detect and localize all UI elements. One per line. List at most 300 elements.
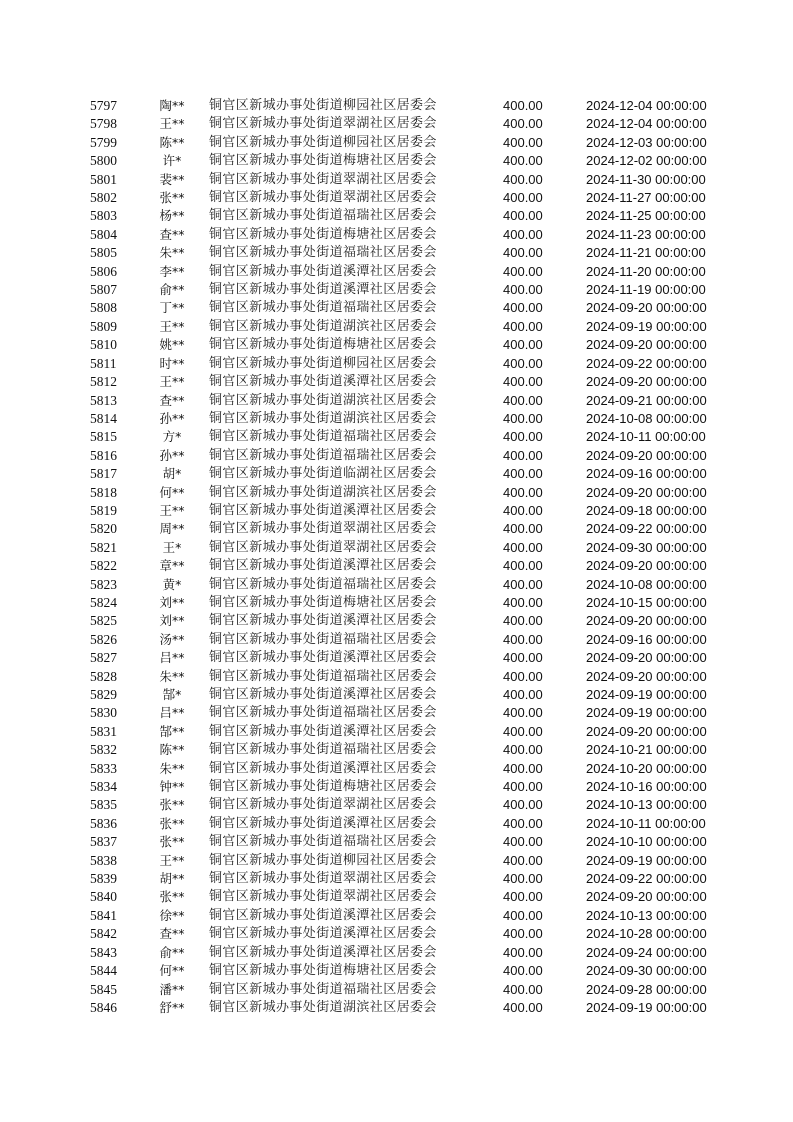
table-row (0, 410, 793, 428)
community-committee: 铜官区新城办事处街道福瑞社区居委会 (209, 631, 437, 647)
row-number: 5822 (90, 558, 117, 574)
community-committee: 铜官区新城办事处街道福瑞社区居委会 (209, 300, 437, 316)
amount: 400.00 (503, 576, 543, 592)
row-number: 5829 (90, 687, 117, 702)
amount: 400.00 (503, 815, 543, 831)
date-time: 2024-12-04 00:00:00 (586, 98, 707, 113)
person-name: 何** (159, 484, 185, 500)
row-number: 5823 (90, 576, 117, 592)
community-committee: 铜官区新城办事处街道翠湖社区居委会 (209, 889, 437, 905)
table-row (0, 392, 793, 410)
row-number: 5826 (90, 631, 117, 647)
table-row (0, 226, 793, 244)
person-name: 时** (159, 355, 185, 371)
table-row (0, 244, 793, 262)
row-number: 5807 (90, 282, 117, 298)
community-committee: 铜官区新城办事处街道柳园社区居委会 (209, 355, 437, 371)
amount: 400.00 (503, 190, 543, 206)
person-name: 陈** (159, 134, 185, 150)
amount: 400.00 (503, 760, 543, 776)
date-time: 2024-11-19 00:00:00 (586, 282, 706, 298)
person-name: 吕** (159, 650, 185, 666)
row-number: 5801 (90, 171, 117, 187)
person-name: 汤** (159, 631, 185, 647)
amount: 400.00 (503, 466, 543, 482)
table-row (0, 649, 793, 667)
row-number: 5804 (90, 226, 117, 242)
records-table (0, 97, 793, 1017)
person-name: 俞** (159, 944, 185, 960)
community-committee: 铜官区新城办事处街道福瑞社区居委会 (209, 576, 437, 592)
amount: 400.00 (503, 871, 543, 887)
table-row (0, 686, 793, 704)
community-committee: 铜官区新城办事处街道溪潭社区居委会 (209, 723, 437, 739)
amount: 400.00 (503, 300, 543, 316)
table-row (0, 907, 793, 925)
amount: 400.00 (503, 668, 543, 684)
amount: 400.00 (503, 834, 543, 850)
community-committee: 铜官区新城办事处街道梅塘社区居委会 (209, 594, 437, 610)
person-name: 陶** (159, 98, 185, 113)
community-committee: 铜官区新城办事处街道梅塘社区居委会 (209, 337, 437, 353)
amount: 400.00 (503, 981, 543, 997)
person-name: 方* (162, 429, 182, 445)
amount: 400.00 (503, 153, 543, 169)
community-committee: 铜官区新城办事处街道翠湖社区居委会 (209, 797, 437, 813)
date-time: 2024-09-20 00:00:00 (586, 337, 707, 353)
date-time: 2024-09-19 00:00:00 (586, 852, 707, 868)
amount: 400.00 (503, 705, 543, 721)
date-time: 2024-09-20 00:00:00 (586, 723, 707, 739)
table-row (0, 796, 793, 814)
row-number: 5810 (90, 337, 117, 353)
amount: 400.00 (503, 742, 543, 758)
date-time: 2024-09-19 00:00:00 (586, 705, 707, 721)
date-time: 2024-10-10 00:00:00 (586, 834, 707, 850)
amount: 400.00 (503, 999, 543, 1015)
community-committee: 铜官区新城办事处街道湖滨社区居委会 (209, 484, 437, 500)
table-row (0, 944, 793, 962)
amount: 400.00 (503, 502, 543, 518)
date-time: 2024-10-21 00:00:00 (586, 742, 707, 758)
date-time: 2024-09-19 00:00:00 (586, 687, 707, 702)
community-committee: 铜官区新城办事处街道溪潭社区居委会 (209, 926, 437, 942)
person-name: 周** (159, 521, 185, 537)
community-committee: 铜官区新城办事处街道湖滨社区居委会 (209, 318, 437, 334)
table-row (0, 815, 793, 833)
table-row (0, 447, 793, 465)
person-name: 胡* (162, 466, 182, 482)
date-time: 2024-09-20 00:00:00 (586, 650, 707, 666)
table-row (0, 852, 793, 870)
amount: 400.00 (503, 779, 543, 795)
date-time: 2024-10-11 00:00:00 (586, 815, 706, 831)
community-committee: 铜官区新城办事处街道溪潭社区居委会 (209, 282, 437, 298)
amount: 400.00 (503, 558, 543, 574)
amount: 400.00 (503, 171, 543, 187)
date-time: 2024-11-30 00:00:00 (586, 171, 706, 187)
amount: 400.00 (503, 594, 543, 610)
community-committee: 铜官区新城办事处街道溪潭社区居委会 (209, 815, 437, 831)
date-time: 2024-09-20 00:00:00 (586, 300, 707, 316)
amount: 400.00 (503, 208, 543, 224)
table-row (0, 631, 793, 649)
row-number: 5819 (90, 502, 117, 518)
amount: 400.00 (503, 355, 543, 371)
amount: 400.00 (503, 134, 543, 150)
table-row (0, 115, 793, 133)
table-row (0, 778, 793, 796)
row-number: 5813 (90, 392, 117, 408)
date-time: 2024-09-22 00:00:00 (586, 871, 707, 887)
row-number: 5844 (90, 963, 117, 979)
amount: 400.00 (503, 429, 543, 445)
community-committee: 铜官区新城办事处街道梅塘社区居委会 (209, 779, 437, 795)
amount: 400.00 (503, 539, 543, 555)
row-number: 5846 (90, 999, 117, 1015)
community-committee: 铜官区新城办事处街道溪潭社区居委会 (209, 944, 437, 960)
row-number: 5806 (90, 263, 117, 279)
person-name: 孙** (159, 410, 185, 426)
table-row (0, 171, 793, 189)
community-committee: 铜官区新城办事处街道溪潭社区居委会 (209, 760, 437, 776)
person-name: 钟** (159, 779, 185, 795)
person-name: 王** (159, 318, 185, 334)
table-row (0, 189, 793, 207)
person-name: 孙** (159, 447, 185, 463)
row-number: 5812 (90, 374, 117, 390)
date-time: 2024-09-30 00:00:00 (586, 963, 707, 979)
row-number: 5831 (90, 723, 117, 739)
row-number: 5834 (90, 779, 117, 795)
date-time: 2024-09-28 00:00:00 (586, 981, 707, 997)
row-number: 5814 (90, 410, 117, 426)
community-committee: 铜官区新城办事处街道翠湖社区居委会 (209, 521, 437, 537)
row-number: 5827 (90, 650, 117, 666)
amount: 400.00 (503, 613, 543, 629)
table-row (0, 336, 793, 354)
date-time: 2024-09-30 00:00:00 (586, 539, 707, 555)
community-committee: 铜官区新城办事处街道溪潭社区居委会 (209, 263, 437, 279)
row-number: 5798 (90, 116, 117, 132)
amount: 400.00 (503, 687, 543, 702)
date-time: 2024-09-16 00:00:00 (586, 466, 707, 482)
row-number: 5845 (90, 981, 117, 997)
person-name: 俞** (159, 282, 185, 298)
row-number: 5824 (90, 594, 117, 610)
person-name: 黄* (162, 576, 182, 592)
table-row (0, 870, 793, 888)
row-number: 5838 (90, 852, 117, 868)
amount: 400.00 (503, 631, 543, 647)
community-committee: 铜官区新城办事处街道柳园社区居委会 (209, 852, 437, 868)
date-time: 2024-09-20 00:00:00 (586, 889, 707, 905)
community-committee: 铜官区新城办事处街道梅塘社区居委会 (209, 153, 437, 169)
person-name: 王** (159, 852, 185, 868)
person-name: 徐** (159, 907, 185, 923)
community-committee: 铜官区新城办事处街道柳园社区居委会 (209, 134, 437, 150)
person-name: 李** (159, 263, 185, 279)
row-number: 5800 (90, 153, 117, 169)
row-number: 5825 (90, 613, 117, 629)
community-committee: 铜官区新城办事处街道翠湖社区居委会 (209, 539, 437, 555)
amount: 400.00 (503, 447, 543, 463)
row-number: 5809 (90, 318, 117, 334)
row-number: 5842 (90, 926, 117, 942)
table-row (0, 373, 793, 391)
amount: 400.00 (503, 484, 543, 500)
person-name: 刘** (159, 613, 185, 629)
row-number: 5833 (90, 760, 117, 776)
person-name: 王** (159, 116, 185, 132)
table-row (0, 594, 793, 612)
row-number: 5816 (90, 447, 117, 463)
amount: 400.00 (503, 318, 543, 334)
row-number: 5820 (90, 521, 117, 537)
table-row (0, 612, 793, 630)
community-committee: 铜官区新城办事处街道福瑞社区居委会 (209, 245, 437, 261)
table-row (0, 281, 793, 299)
amount: 400.00 (503, 98, 543, 113)
amount: 400.00 (503, 410, 543, 426)
table-row (0, 999, 793, 1017)
row-number: 5839 (90, 871, 117, 887)
amount: 400.00 (503, 116, 543, 132)
table-row (0, 428, 793, 446)
table-row (0, 484, 793, 502)
date-time: 2024-12-04 00:00:00 (586, 116, 707, 132)
community-committee: 铜官区新城办事处街道翠湖社区居委会 (209, 116, 437, 132)
table-row (0, 925, 793, 943)
table-row (0, 97, 793, 115)
date-time: 2024-10-20 00:00:00 (586, 760, 707, 776)
row-number: 5797 (90, 98, 117, 113)
date-time: 2024-11-23 00:00:00 (586, 226, 706, 242)
person-name: 查** (159, 926, 185, 942)
date-time: 2024-09-18 00:00:00 (586, 502, 707, 518)
person-name: 张** (159, 190, 185, 206)
community-committee: 铜官区新城办事处街道湖滨社区居委会 (209, 999, 437, 1015)
community-committee: 铜官区新城办事处街道溪潭社区居委会 (209, 558, 437, 574)
amount: 400.00 (503, 374, 543, 390)
date-time: 2024-10-16 00:00:00 (586, 779, 707, 795)
person-name: 张** (159, 889, 185, 905)
amount: 400.00 (503, 263, 543, 279)
person-name: 查** (159, 226, 185, 242)
date-time: 2024-10-13 00:00:00 (586, 797, 707, 813)
row-number: 5802 (90, 190, 117, 206)
person-name: 丁** (159, 300, 185, 316)
date-time: 2024-09-21 00:00:00 (586, 392, 707, 408)
person-name: 何** (159, 963, 185, 979)
community-committee: 铜官区新城办事处街道溪潭社区居委会 (209, 374, 437, 390)
amount: 400.00 (503, 963, 543, 979)
row-number: 5840 (90, 889, 117, 905)
person-name: 姚** (159, 337, 185, 353)
community-committee: 铜官区新城办事处街道福瑞社区居委会 (209, 705, 437, 721)
row-number: 5828 (90, 668, 117, 684)
row-number: 5818 (90, 484, 117, 500)
person-name: 查** (159, 392, 185, 408)
row-number: 5821 (90, 539, 117, 555)
row-number: 5817 (90, 466, 117, 482)
date-time: 2024-09-22 00:00:00 (586, 521, 707, 537)
date-time: 2024-10-08 00:00:00 (586, 576, 707, 592)
amount: 400.00 (503, 889, 543, 905)
person-name: 舒** (159, 999, 185, 1015)
community-committee: 铜官区新城办事处街道福瑞社区居委会 (209, 208, 437, 224)
person-name: 许* (162, 153, 182, 169)
person-name: 朱** (159, 760, 185, 776)
amount: 400.00 (503, 650, 543, 666)
date-time: 2024-11-27 00:00:00 (586, 190, 706, 206)
table-row (0, 668, 793, 686)
person-name: 裴** (159, 171, 185, 187)
community-committee: 铜官区新城办事处街道溪潭社区居委会 (209, 502, 437, 518)
date-time: 2024-09-20 00:00:00 (586, 447, 707, 463)
table-row (0, 557, 793, 575)
table-row (0, 539, 793, 557)
date-time: 2024-09-20 00:00:00 (586, 374, 707, 390)
community-committee: 铜官区新城办事处街道湖滨社区居委会 (209, 392, 437, 408)
amount: 400.00 (503, 926, 543, 942)
amount: 400.00 (503, 944, 543, 960)
row-number: 5830 (90, 705, 117, 721)
person-name: 郜** (159, 723, 185, 739)
community-committee: 铜官区新城办事处街道溪潭社区居委会 (209, 613, 437, 629)
community-committee: 铜官区新城办事处街道溪潭社区居委会 (209, 907, 437, 923)
amount: 400.00 (503, 852, 543, 868)
row-number: 5811 (90, 355, 117, 371)
person-name: 朱** (159, 245, 185, 261)
amount: 400.00 (503, 282, 543, 298)
person-name: 朱** (159, 668, 185, 684)
table-row (0, 962, 793, 980)
amount: 400.00 (503, 723, 543, 739)
row-number: 5808 (90, 300, 117, 316)
row-number: 5836 (90, 815, 117, 831)
row-number: 5805 (90, 245, 117, 261)
date-time: 2024-10-11 00:00:00 (586, 429, 706, 445)
date-time: 2024-10-08 00:00:00 (586, 410, 707, 426)
table-row (0, 299, 793, 317)
person-name: 潘** (159, 981, 185, 997)
amount: 400.00 (503, 226, 543, 242)
row-number: 5803 (90, 208, 117, 224)
date-time: 2024-09-24 00:00:00 (586, 944, 707, 960)
date-time: 2024-09-20 00:00:00 (586, 484, 707, 500)
community-committee: 铜官区新城办事处街道福瑞社区居委会 (209, 668, 437, 684)
table-row (0, 833, 793, 851)
amount: 400.00 (503, 521, 543, 537)
person-name: 吕** (159, 705, 185, 721)
community-committee: 铜官区新城办事处街道溪潭社区居委会 (209, 687, 437, 702)
date-time: 2024-10-28 00:00:00 (586, 926, 707, 942)
table-row (0, 207, 793, 225)
person-name: 杨** (159, 208, 185, 224)
person-name: 王** (159, 374, 185, 390)
date-time: 2024-09-19 00:00:00 (586, 999, 707, 1015)
date-time: 2024-09-20 00:00:00 (586, 668, 707, 684)
table-row (0, 134, 793, 152)
table-row (0, 981, 793, 999)
row-number: 5843 (90, 944, 117, 960)
amount: 400.00 (503, 797, 543, 813)
amount: 400.00 (503, 392, 543, 408)
amount: 400.00 (503, 337, 543, 353)
table-row (0, 760, 793, 778)
date-time: 2024-09-22 00:00:00 (586, 355, 707, 371)
person-name: 王** (159, 502, 185, 518)
table-row (0, 465, 793, 483)
date-time: 2024-09-20 00:00:00 (586, 558, 707, 574)
person-name: 章** (159, 558, 185, 574)
community-committee: 铜官区新城办事处街道梅塘社区居委会 (209, 226, 437, 242)
community-committee: 铜官区新城办事处街道福瑞社区居委会 (209, 742, 437, 758)
date-time: 2024-12-02 00:00:00 (586, 153, 707, 169)
date-time: 2024-09-20 00:00:00 (586, 613, 707, 629)
person-name: 张** (159, 834, 185, 850)
community-committee: 铜官区新城办事处街道翠湖社区居委会 (209, 871, 437, 887)
date-time: 2024-11-21 00:00:00 (586, 245, 706, 261)
community-committee: 铜官区新城办事处街道翠湖社区居委会 (209, 190, 437, 206)
date-time: 2024-12-03 00:00:00 (586, 134, 707, 150)
table-row (0, 576, 793, 594)
date-time: 2024-10-13 00:00:00 (586, 907, 707, 923)
date-time: 2024-09-19 00:00:00 (586, 318, 707, 334)
community-committee: 铜官区新城办事处街道福瑞社区居委会 (209, 834, 437, 850)
community-committee: 铜官区新城办事处街道福瑞社区居委会 (209, 447, 437, 463)
date-time: 2024-10-15 00:00:00 (586, 594, 707, 610)
community-committee: 铜官区新城办事处街道翠湖社区居委会 (209, 171, 437, 187)
date-time: 2024-09-16 00:00:00 (586, 631, 707, 647)
community-committee: 铜官区新城办事处街道梅塘社区居委会 (209, 963, 437, 979)
person-name: 张** (159, 815, 185, 831)
table-row (0, 502, 793, 520)
table-row (0, 741, 793, 759)
person-name: 张** (159, 797, 185, 813)
community-committee: 铜官区新城办事处街道福瑞社区居委会 (209, 429, 437, 445)
row-number: 5832 (90, 742, 117, 758)
person-name: 刘** (159, 594, 185, 610)
community-committee: 铜官区新城办事处街道溪潭社区居委会 (209, 650, 437, 666)
person-name: 王* (162, 539, 182, 555)
person-name: 郜* (162, 687, 182, 702)
amount: 400.00 (503, 245, 543, 261)
row-number: 5835 (90, 797, 117, 813)
community-committee: 铜官区新城办事处街道福瑞社区居委会 (209, 981, 437, 997)
person-name: 胡** (159, 871, 185, 887)
row-number: 5799 (90, 134, 117, 150)
row-number: 5815 (90, 429, 117, 445)
community-committee: 铜官区新城办事处街道柳园社区居委会 (209, 98, 437, 113)
community-committee: 铜官区新城办事处街道湖滨社区居委会 (209, 410, 437, 426)
table-row (0, 152, 793, 170)
table-row (0, 723, 793, 741)
table-row (0, 888, 793, 906)
table-row (0, 704, 793, 722)
date-time: 2024-11-25 00:00:00 (586, 208, 706, 224)
row-number: 5841 (90, 907, 117, 923)
person-name: 陈** (159, 742, 185, 758)
table-row (0, 318, 793, 336)
row-number: 5837 (90, 834, 117, 850)
amount: 400.00 (503, 907, 543, 923)
table-row (0, 520, 793, 538)
date-time: 2024-11-20 00:00:00 (586, 263, 706, 279)
table-row (0, 355, 793, 373)
community-committee: 铜官区新城办事处街道临湖社区居委会 (209, 466, 437, 482)
